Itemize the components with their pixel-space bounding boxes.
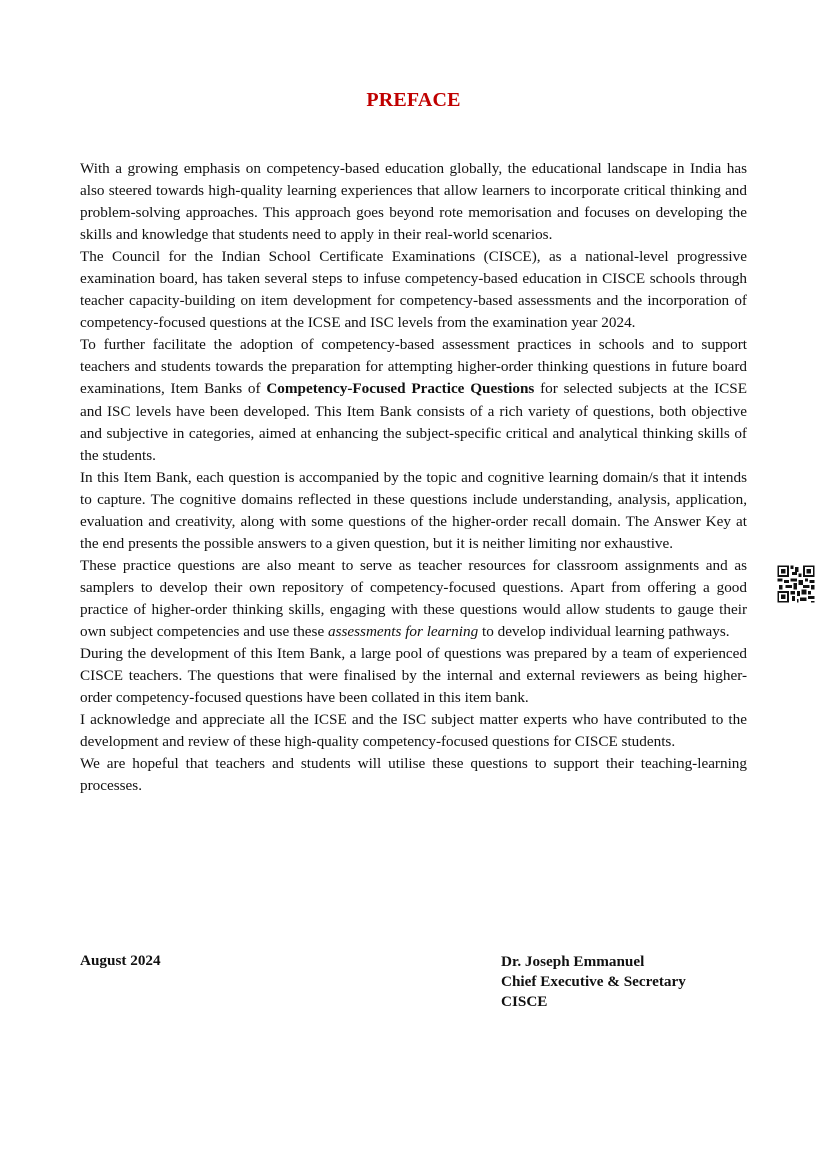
bold-phrase: Competency-Focused Practice Questions <box>266 380 535 398</box>
paragraph <box>80 709 747 753</box>
paragraph-text: We are hopeful that teachers and students will utilise these questions to support their teaching-learning processes. <box>80 755 747 795</box>
italic-phrase: assessments for learning <box>327 622 479 640</box>
preface-body <box>80 158 747 797</box>
paragraph-text: In this Item Bank, each question is accompanied by the topic and cognitive learning domain/s that it intends to capture. The cognitive domains reflected in these questions include understanding, analysis, application, evaluation and creativity, along with some questions of the higher-order recall domain. The Answer Key at the end presents the possible answers to a given question, but it is neither limiting nor exhaustive. <box>80 468 747 552</box>
paragraph-text: To further facilitate the adoption of competency-based assessment practices in schools and to support teachers and students towards the preparation for attempting higher-order thinking questions in future board examinations, Item Banks of <box>80 336 747 398</box>
paragraph <box>80 158 747 246</box>
qr-code-icon[interactable] <box>776 564 816 604</box>
paragraph <box>80 753 747 797</box>
signature-block <box>501 952 686 1012</box>
paragraph-text: to develop individual learning pathways. <box>478 622 730 640</box>
paragraph <box>80 246 747 334</box>
paragraph-text: During the development of this Item Bank, a large pool of questions was prepared by a team of experienced CISCE teachers. The questions that were finalised by the internal and external reviewers as being higher-order competency-focused questions have been collated in this item bank. <box>80 645 747 707</box>
page-title: PREFACE <box>366 89 461 111</box>
paragraph-text: With a growing emphasis on competency-based education globally, the educational landscape in India has also steered towards high-quality learning experiences that allow learners to incorporate critical thinking and problem-solving approaches. This approach goes beyond rote memorisation and focuses on developing the skills and knowledge that students need to apply in their real-world scenarios. <box>80 160 747 244</box>
paragraph <box>80 467 747 555</box>
paragraph-text: I acknowledge and appreciate all the ICSE and the ISC subject matter experts who have contributed to the development and review of these high-quality competency-focused questions for CISCE students. <box>80 711 747 751</box>
signatory-designation: Chief Executive & Secretary <box>501 973 686 990</box>
paragraph <box>80 643 747 709</box>
paragraph-text: for selected subjects at the ICSE and ISC levels have been developed. This Item Bank consists of a rich variety of questions, both objective and subjective in categories, aimed at enhancing the subject-specific critical and analytical thinking skills of the students. <box>80 380 747 464</box>
paragraph-text: These practice questions are also meant to serve as teacher resources for classroom assignments and as samplers to develop their own repository of competency-focused questions. Apart from offering a good practice of higher-order thinking skills, engaging with these questions would allow students to gauge their own subject competencies and use these <box>80 556 747 640</box>
signatory-organization: CISCE <box>501 993 548 1010</box>
signatory-name: Dr. Joseph Emmanuel <box>501 953 645 970</box>
paragraph <box>80 555 747 643</box>
preface-date: August 2024 <box>80 952 161 969</box>
paragraph <box>80 334 747 466</box>
paragraph-text: The Council for the Indian School Certificate Examinations (CISCE), as a national-level progressive examination board, has taken several steps to infuse competency-based education in CISCE schools through teacher capacity-building on item development for competency-based assessments and the incorporation of competency-focused questions at the ICSE and ISC levels from the examination year 2024. <box>80 248 747 332</box>
